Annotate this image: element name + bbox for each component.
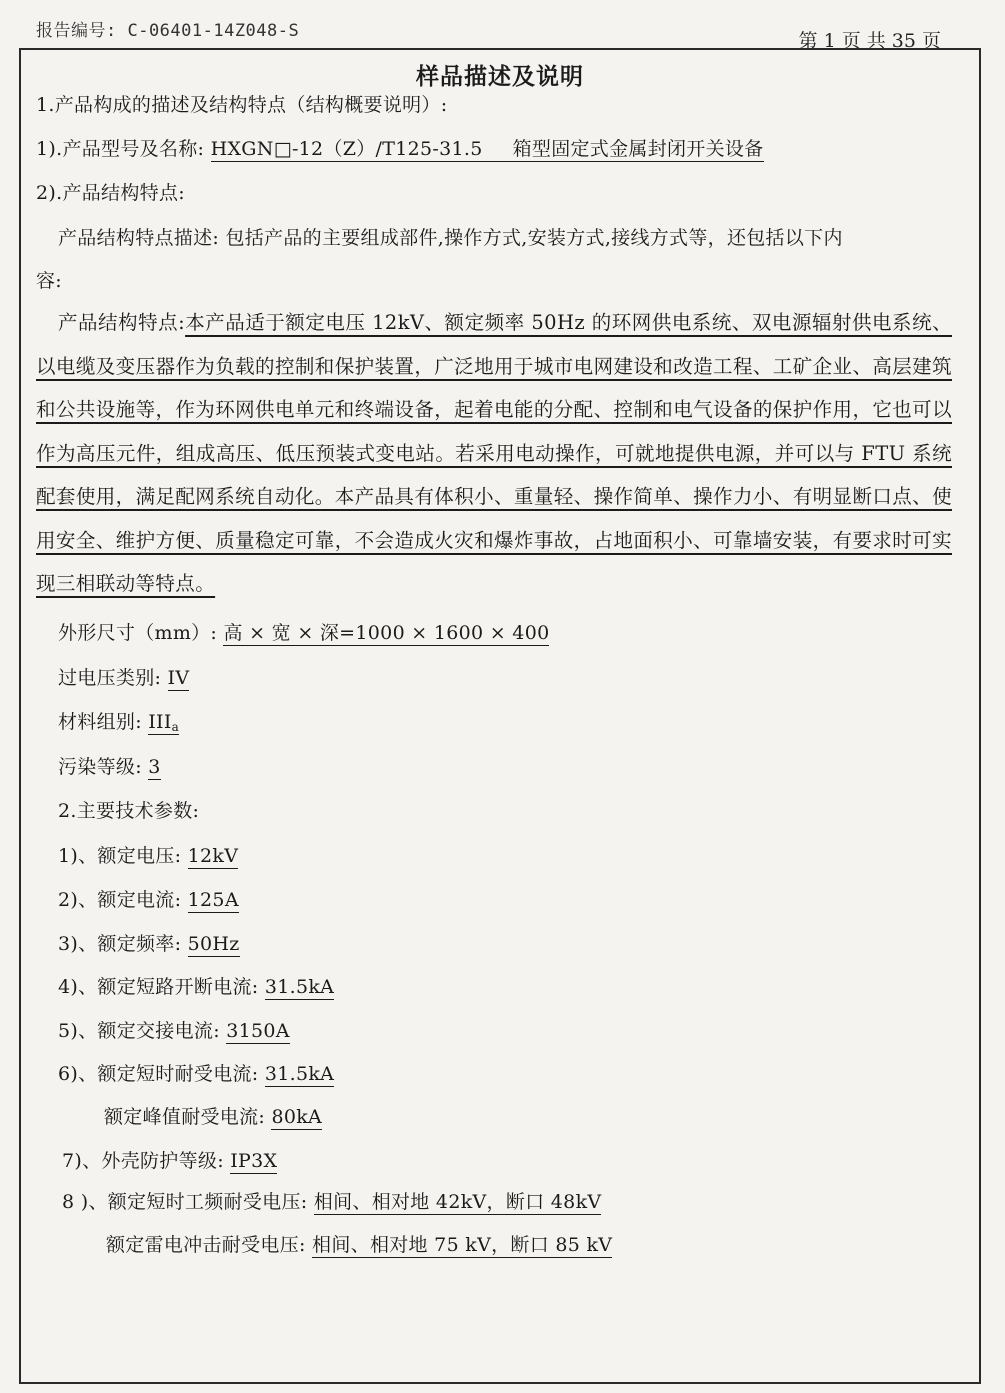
param-value: 相间、相对地 75 kV，断口 85 kV xyxy=(312,1234,613,1256)
pollution-value: 3 xyxy=(148,756,161,778)
param-value: 12kV xyxy=(187,845,239,867)
param-value: 31.5kA xyxy=(264,1063,335,1085)
page-count: 第 1 页 共 35 页 xyxy=(798,30,941,52)
material-value: III xyxy=(148,711,172,733)
param-label: 7)、外壳防护等级: xyxy=(62,1150,224,1172)
features-label: 产品结构特点: xyxy=(58,311,186,334)
pollution-row xyxy=(58,752,161,779)
param-label: 8 )、额定短时工频耐受电压: xyxy=(62,1191,308,1213)
material-row xyxy=(58,707,179,734)
param-value: 31.5kA xyxy=(264,976,335,998)
section2-heading: 2.主要技术参数: xyxy=(58,800,200,822)
param-label: 5)、额定交接电流: xyxy=(58,1020,220,1042)
desc-prompt-line1: 产品结构特点描述: 包括产品的主要组成部件,操作方式,安装方式,接线方式等，还包括以下内 xyxy=(58,227,843,249)
param-row xyxy=(106,1230,612,1257)
product-model-label: 1).产品型号及名称: xyxy=(36,138,205,160)
param-row xyxy=(58,929,240,956)
param-label: 1)、额定电压: xyxy=(58,845,182,867)
param-row xyxy=(58,841,238,868)
overvoltage-value: IV xyxy=(167,667,190,689)
param-row xyxy=(62,1187,601,1214)
material-subscript: a xyxy=(171,720,180,734)
dimensions-label: 外形尺寸（mm）: xyxy=(58,622,218,644)
structure-heading: 2).产品结构特点: xyxy=(36,182,185,204)
desc-prompt-line2: 容: xyxy=(36,270,63,292)
product-model-row xyxy=(36,134,764,161)
param-row xyxy=(58,1059,334,1086)
param-label: 额定峰值耐受电流: xyxy=(104,1106,266,1128)
param-row xyxy=(58,885,239,912)
dimensions-value: 高 × 宽 × 深=1000 × 1600 × 400 xyxy=(223,622,550,644)
product-name-value: 箱型固定式金属封闭开关设备 xyxy=(483,138,764,162)
overvoltage-label: 过电压类别: xyxy=(58,667,162,689)
param-value: 125A xyxy=(187,889,239,911)
page-title: 样品描述及说明 xyxy=(416,64,584,90)
param-label: 4)、额定短路开断电流: xyxy=(58,976,259,998)
param-value: 50Hz xyxy=(187,933,240,955)
features-text: 本产品适于额定电压 12kV、额定频率 50Hz 的环网供电系统、双电源辐射供电系统、以电缆及变压器作为负载的控制和保护装置，广泛地用于城市电网建设和改造工程、工矿企业、高层建筑和公共设施等，作为环网供电单元和终端设备，起着电能的分配、控制和电气设备的保护作用，它也可以作为高压元件，组成高压、低压预装式变电站。若采用电动操作，可就地提供电源，并可以与 FTU 系统配套使用，满足配网系统自动化。本产品具有体积小、重量轻、操作简单、操作力小、有明显断口点、使用安全、维护方便、质量稳定可靠，不会造成火灾和爆炸事故，占地面积小、可靠墙安装，有要求时可实现三相联动等特点。 xyxy=(36,311,952,595)
dimensions-row xyxy=(58,618,549,645)
param-row xyxy=(104,1102,322,1129)
param-row xyxy=(58,1016,290,1043)
param-label: 2)、额定电流: xyxy=(58,889,182,911)
param-label: 6)、额定短时耐受电流: xyxy=(58,1063,259,1085)
overvoltage-row xyxy=(58,663,189,690)
material-label: 材料组别: xyxy=(58,711,142,733)
product-model-value: HXGN□-12（Z）/T125-31.5 xyxy=(210,138,483,160)
pollution-label: 污染等级: xyxy=(58,756,142,778)
report-number: 报告编号: C-06401-14Z048-S xyxy=(36,21,300,41)
param-row xyxy=(58,972,334,999)
param-row xyxy=(62,1146,277,1173)
param-label: 3)、额定频率: xyxy=(58,933,182,955)
param-value: 相间、相对地 42kV，断口 48kV xyxy=(313,1191,602,1213)
param-value: 80kA xyxy=(271,1106,323,1128)
param-label: 额定雷电冲击耐受电压: xyxy=(106,1234,306,1256)
param-value: 3150A xyxy=(226,1020,290,1042)
section1-heading: 1.产品构成的描述及结构特点（结构概要说明）: xyxy=(36,94,448,116)
features-paragraph xyxy=(36,301,952,606)
param-value: IP3X xyxy=(230,1150,278,1172)
material-value-wrap xyxy=(148,711,179,735)
